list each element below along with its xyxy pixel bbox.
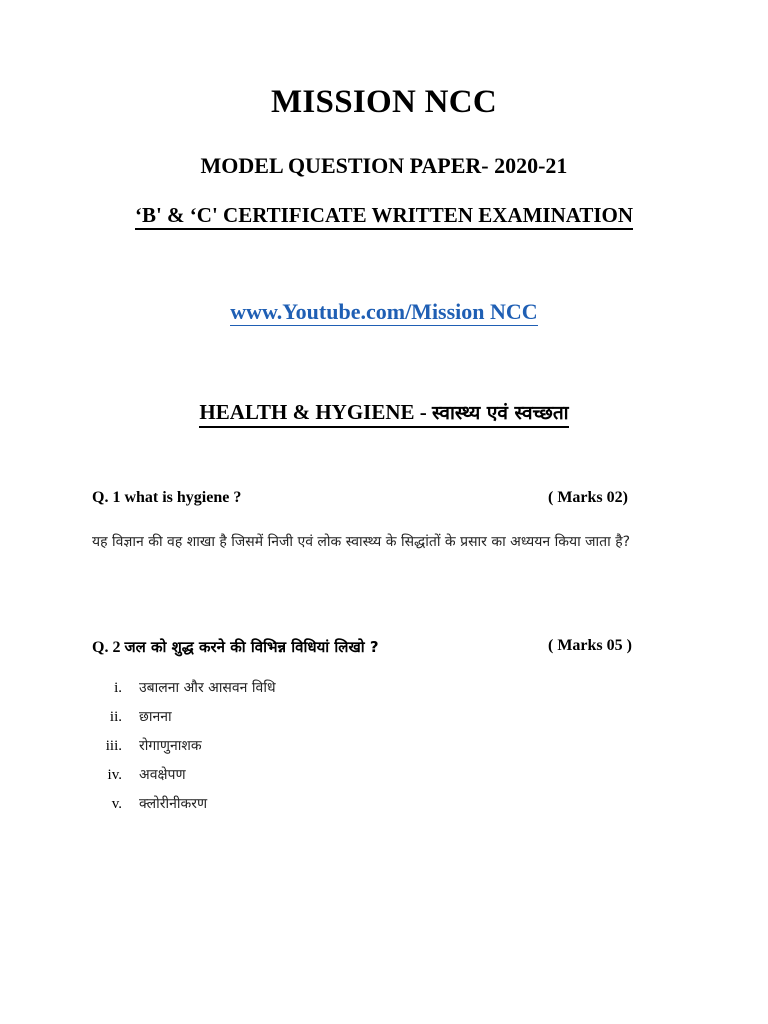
option-text: छानना xyxy=(139,709,172,725)
option-text: उबालना और आसवन विधि xyxy=(139,680,276,696)
option-text: रोगाणुनाशक xyxy=(139,738,202,754)
question-2-text: जल को शुद्ध करने की विभिन्न विधियां लिखो ? xyxy=(124,638,379,656)
list-item xyxy=(92,792,592,821)
topic-heading-text xyxy=(199,399,568,428)
option-number: ii. xyxy=(109,709,122,725)
paper-subtitle: MODEL QUESTION PAPER- 2020-21 xyxy=(200,153,568,178)
youtube-link-text[interactable]: www.Youtube.com/Mission NCC xyxy=(230,299,538,324)
option-text: क्लोरीनीकरण xyxy=(139,796,208,812)
option-text: अवक्षेपण xyxy=(139,767,186,783)
exam-heading xyxy=(0,202,768,230)
option-number: v. xyxy=(111,796,122,812)
exam-heading-text: ‘B' & ‘C' CERTIFICATE WRITTEN EXAMINATION xyxy=(135,202,633,230)
question-2-options xyxy=(92,676,592,821)
question-2-marks: ( Marks 05 ) xyxy=(548,637,632,654)
question-1-label: Q. 1 what is hygiene ? xyxy=(92,489,242,506)
topic-heading xyxy=(0,399,768,428)
list-item xyxy=(92,705,592,734)
topic-english: HEALTH & HYGIENE - xyxy=(199,400,433,424)
youtube-link[interactable] xyxy=(0,299,768,326)
question-1-answer: यह विज्ञान की वह शाखा है जिसमें निजी एवं लोक स्वास्थ्य के सिद्धांतों के प्रसार का अध्ययन किया जाता है? xyxy=(92,534,631,550)
option-number: iii. xyxy=(105,738,122,754)
topic-hindi: स्वास्थ्य एवं स्वच्छता xyxy=(432,402,569,424)
question-2-label xyxy=(92,637,379,657)
question-2-number: Q. 2 xyxy=(92,639,125,656)
option-number: iv. xyxy=(107,767,122,783)
list-item xyxy=(92,734,592,763)
list-item xyxy=(92,763,592,792)
option-number: i. xyxy=(114,680,122,696)
question-1-marks: ( Marks 02) xyxy=(548,489,628,506)
page-title: MISSION NCC xyxy=(270,84,498,120)
list-item xyxy=(92,676,592,705)
